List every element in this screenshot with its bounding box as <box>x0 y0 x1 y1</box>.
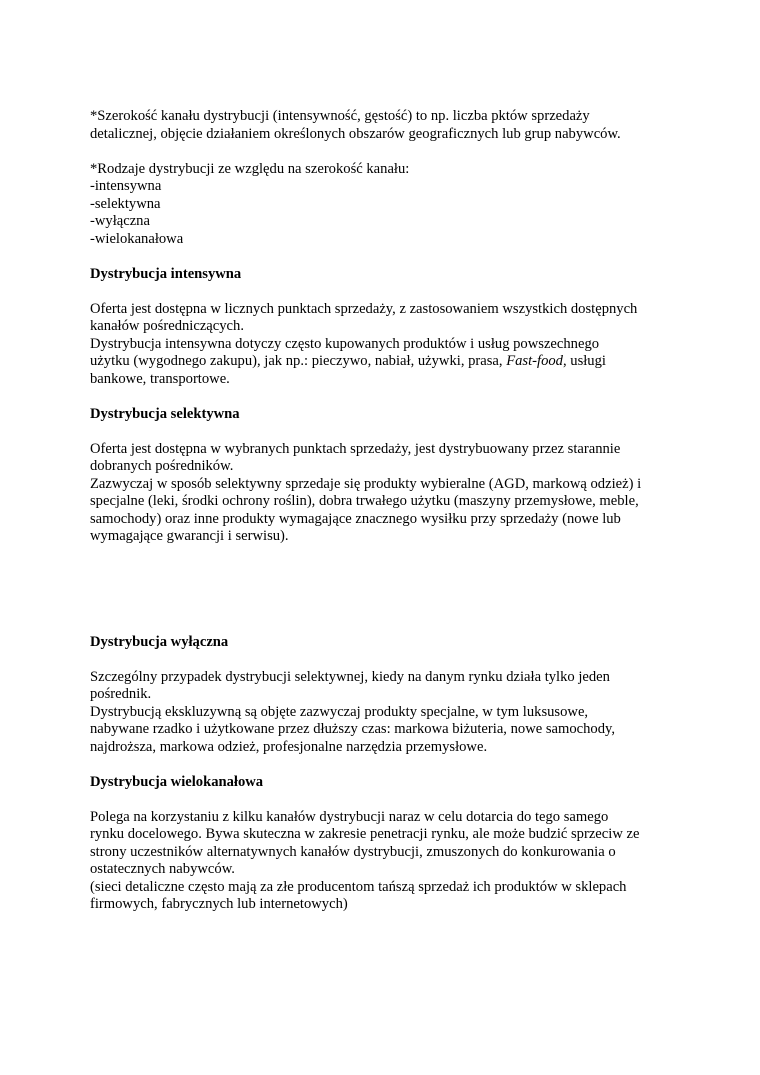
list-item: -selektywna <box>90 195 161 212</box>
paragraph-line: nabywane rzadko i użytkowane przez dłuższy czas: markowa biżuteria, nowe samochody, <box>90 721 616 737</box>
paragraph-line: ostatecznych nabywców. <box>90 861 235 877</box>
spacer <box>90 756 690 774</box>
text-run: , usługi <box>562 353 606 369</box>
spacer <box>90 423 690 441</box>
paragraph-line: samochody) oraz inne produkty wymagające znacznego wysiłku przy sprzedaży (nowe lub <box>90 510 621 527</box>
paragraph-line: bankowe, transportowe. <box>90 370 230 387</box>
paragraph-line: specjalne (leki, środki ochrony roślin), dobra trwałego użytku (maszyny przemysłowe, meble, <box>90 493 639 509</box>
intro-paragraph <box>90 108 690 143</box>
list-item: -wyłączna <box>90 213 150 229</box>
spacer <box>90 651 690 669</box>
paragraph-line: Polega na korzystaniu z kilku kanałów dystrybucji naraz w celu dotarcia do tego samego <box>90 808 609 825</box>
document-body <box>90 108 690 914</box>
section-selektywna <box>90 406 690 546</box>
types-list <box>90 161 690 249</box>
section-heading: Dystrybucja selektywna <box>90 405 240 422</box>
intro-line: detalicznej, objęcie działaniem określonych obszarów geograficznych lub grup nabywców. <box>90 125 621 142</box>
paragraph-line: rynku docelowego. Bywa skuteczna w zakresie penetracji rynku, ale może budzić sprzeciw ze <box>90 826 640 842</box>
paragraph-line: (sieci detaliczne często mają za złe producentom tańszą sprzedaż ich produktów w sklepach <box>90 878 627 895</box>
paragraph-line: wymagające gwarancji i serwisu). <box>90 528 289 544</box>
paragraph-line: Dystrybucją ekskluzywną są objęte zazwyczaj produkty specjalne, w tym luksusowe, <box>90 703 589 720</box>
paragraph-line: najdroższa, markowa odzież, profesjonalne narzędzia przemysłowe. <box>90 738 488 755</box>
paragraph-line <box>90 353 690 371</box>
section-wielokanalowa <box>90 774 690 914</box>
spacer <box>90 283 690 301</box>
text-run: użytku (wygodnego zakupu), jak np.: pieczywo, nabiał, używki, prasa, <box>90 353 507 369</box>
paragraph-line: kanałów pośredniczących. <box>90 318 244 334</box>
section-heading: Dystrybucja wielokanałowa <box>90 773 264 790</box>
list-item: -wielokanałowa <box>90 230 184 247</box>
spacer <box>90 143 690 161</box>
paragraph-line: strony uczestników alternatywnych kanałów dystrybucji, zmuszonych do konkurowania o <box>90 843 616 860</box>
spacer <box>90 388 690 406</box>
paragraph-line: Oferta jest dostępna w wybranych punktach sprzedaży, jest dystrybuowany przez starannie <box>90 440 621 457</box>
paragraph-line: firmowych, fabrycznych lub internetowych) <box>90 896 348 912</box>
italic-term: Fast-food <box>506 353 563 369</box>
types-title: *Rodzaje dystrybucji ze względu na szerokość kanału: <box>90 160 410 177</box>
paragraph-line: Oferta jest dostępna w licznych punktach sprzedaży, z zastosowaniem wszystkich dostępnych <box>90 300 638 317</box>
section-heading: Dystrybucja intensywna <box>90 265 242 282</box>
section-heading: Dystrybucja wyłączna <box>90 633 229 650</box>
paragraph-line: pośrednik. <box>90 686 152 702</box>
section-intensywna <box>90 266 690 389</box>
paragraph-line: Zazwyczaj w sposób selektywny sprzedaje się produkty wybieralne (AGD, markową odzież) i <box>90 475 642 492</box>
intro-line: *Szerokość kanału dystrybucji (intensywność, gęstość) to np. liczba pktów sprzedaży <box>90 108 590 124</box>
spacer <box>90 248 690 266</box>
paragraph-line: Dystrybucja intensywna dotyczy często kupowanych produktów i usług powszechnego <box>90 335 600 352</box>
spacer <box>90 546 690 634</box>
section-wylaczna <box>90 634 690 757</box>
paragraph-line: Szczególny przypadek dystrybucji selektywnej, kiedy na danym rynku działa tylko jeden <box>90 668 610 685</box>
list-item: -intensywna <box>90 178 162 194</box>
paragraph-line: dobranych pośredników. <box>90 458 234 474</box>
spacer <box>90 791 690 809</box>
